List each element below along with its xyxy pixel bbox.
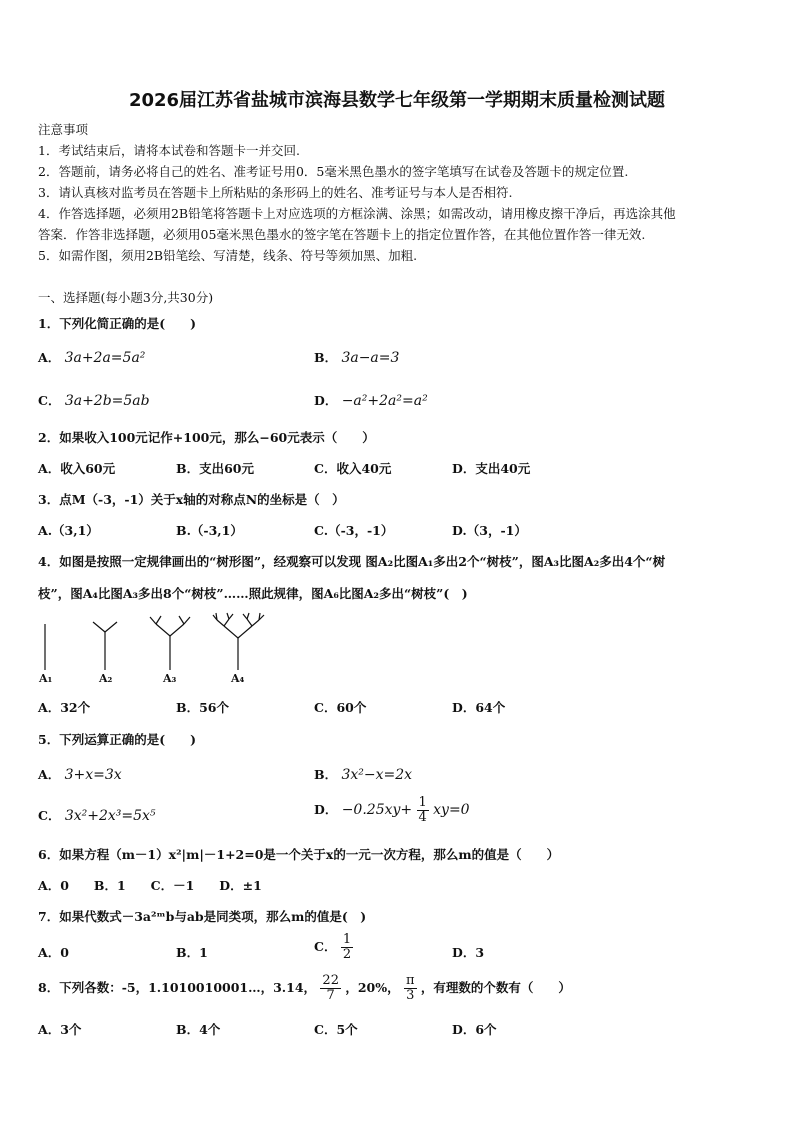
tree-figures xyxy=(30,610,290,680)
q2-option-b[interactable]: B．支出60元 xyxy=(176,461,254,476)
q8-fraction-pi-3 xyxy=(404,974,417,1003)
q8-option-c[interactable]: C．5个 xyxy=(314,1022,358,1037)
q4-option-d[interactable]: D．64个 xyxy=(452,700,506,715)
q7-option-c-numerator: 1 xyxy=(342,932,352,947)
tree-label-a3: A₃ xyxy=(163,672,177,685)
tree-a3-branch-left xyxy=(156,624,170,636)
q5-option-d-label: D． xyxy=(314,802,338,817)
notes-heading: 注意事项 xyxy=(38,122,89,137)
question-7-stem: 7．如果代数式－3a²ᵐb与ab是同类项，那么m的值是( ) xyxy=(38,909,367,924)
q1-option-c-label: C． xyxy=(38,393,61,408)
tree-a4-leaf-4 xyxy=(229,614,233,619)
question-3-stem: 3．点M（-3，-1）关于x轴的对称点N的坐标是（ ） xyxy=(38,492,345,507)
q8-option-d[interactable]: D．6个 xyxy=(452,1022,497,1037)
q5-option-a-text: 3+x=3x xyxy=(64,767,122,783)
tree-a3-twig-2 xyxy=(156,616,161,624)
tree-a4-leaf-5 xyxy=(243,614,247,619)
q8-option-a[interactable]: A．3个 xyxy=(38,1022,82,1037)
q1-option-d-text: −a²+2a²=a² xyxy=(341,393,428,409)
tree-a4-branch-right xyxy=(238,626,252,638)
tree-a4-twig-3 xyxy=(247,619,252,626)
q5-option-a[interactable] xyxy=(38,765,122,783)
q3-option-a[interactable]: A.（3,1） xyxy=(38,523,99,538)
q5-option-b-text: 3x²−x=2x xyxy=(341,767,413,783)
q7-option-c[interactable] xyxy=(314,933,353,962)
note-2: 2．答题前，请务必将自己的姓名、准考证号用0．5毫米黑色墨水的签字笔填写在试卷及答题卡的规定位置. xyxy=(38,164,629,179)
q5-option-c-label: C． xyxy=(38,808,61,823)
tree-a4-twig-2 xyxy=(224,619,229,626)
q8-fraction-1-numerator: 22 xyxy=(322,973,339,988)
question-6-stem: 6．如果方程（m－1）x²|m|－1+2=0是一个关于x的一元一次方程，那么m的值是（ ） xyxy=(38,847,560,862)
q8-stem-pre: 8．下列各数：-5，1.1010010001…，3.14， xyxy=(38,980,317,995)
q6-options[interactable]: A．0 B．1 C．－1 D．±1 xyxy=(38,878,262,893)
q4-option-c[interactable]: C．60个 xyxy=(314,700,367,715)
tree-a4-leaf-6 xyxy=(247,613,249,619)
q1-option-c[interactable] xyxy=(38,391,150,409)
question-8-stem xyxy=(38,974,571,1003)
tree-label-a4: A₄ xyxy=(231,672,245,685)
question-2-stem: 2．如果收入100元记作+100元，那么−60元表示（ ） xyxy=(38,430,375,445)
q5-option-d-post: xy=0 xyxy=(433,802,470,818)
q8-stem-post: ，有理数的个数有（ ） xyxy=(420,980,571,995)
q3-option-b[interactable]: B.（-3,1） xyxy=(176,523,243,538)
q5-option-c-text: 3x²+2x³=5x⁵ xyxy=(64,808,156,824)
q1-option-c-text: 3a+2b=5ab xyxy=(64,393,150,409)
question-1-stem: 1．下列化简正确的是( ) xyxy=(38,316,197,331)
q5-option-a-label: A． xyxy=(38,767,61,782)
q5-option-c[interactable] xyxy=(38,806,156,824)
section-heading: 一、选择题(每小题3分,共30分) xyxy=(38,290,214,305)
note-1: 1．考试结束后，请将本试卷和答题卡一并交回. xyxy=(38,143,300,158)
q3-option-c[interactable]: C.（-3，-1） xyxy=(314,523,394,538)
question-4-stem-line-1: 4．如图是按照一定规律画出的“树形图”，经观察可以发现 图A₂比图A₁多出2个“树枝”，图A₃比图A₂多出4个“树 xyxy=(38,554,666,569)
q5-option-d-denominator: 4 xyxy=(418,810,427,825)
q7-option-a[interactable]: A．0 xyxy=(38,945,69,960)
tree-a2-branch-right xyxy=(105,622,117,632)
page-title: 2026届江苏省盐城市滨海县数学七年级第一学期期末质量检测试题 xyxy=(128,90,666,111)
q4-option-b[interactable]: B．56个 xyxy=(176,700,229,715)
tree-a3-twig-4 xyxy=(184,617,190,624)
q5-option-d[interactable] xyxy=(314,796,470,825)
q7-option-b[interactable]: B．1 xyxy=(176,945,208,960)
q1-option-b[interactable] xyxy=(314,348,399,366)
q2-option-a[interactable]: A．收入60元 xyxy=(38,461,116,476)
q2-option-c[interactable]: C．收入40元 xyxy=(314,461,392,476)
q1-option-a[interactable] xyxy=(38,348,145,366)
q5-option-d-fraction xyxy=(417,796,429,825)
q8-fraction-22-7 xyxy=(320,974,341,1003)
tree-label-a1: A₁ xyxy=(39,672,53,685)
tree-a4-twig-4 xyxy=(252,620,259,626)
q2-option-d[interactable]: D．支出40元 xyxy=(452,461,531,476)
tree-a4-leaf-3 xyxy=(227,613,229,619)
q5-option-d-numerator: 1 xyxy=(418,795,427,810)
q7-option-d[interactable]: D．3 xyxy=(452,945,485,960)
q8-fraction-2-numerator: π xyxy=(405,973,415,988)
q5-option-b[interactable] xyxy=(314,765,412,783)
q3-option-d[interactable]: D.（3，-1） xyxy=(452,523,527,538)
q8-stem-mid: ，20%， xyxy=(345,980,400,995)
note-3: 3．请认真核对监考员在答题卡上所粘贴的条形码上的姓名、准考证号与本人是否相符. xyxy=(38,185,513,200)
q1-option-b-label: B． xyxy=(314,350,338,365)
q4-option-a[interactable]: A．32个 xyxy=(38,700,91,715)
q1-option-d[interactable] xyxy=(314,391,428,409)
question-4-stem-line-2: 枝”，图A₄比图A₃多出8个“树枝”……照此规律，图A₆比图A₂多出“树枝”( ) xyxy=(38,586,468,601)
note-5: 5．如需作图，须用2B铅笔绘、写清楚，线条、符号等须加黑、加粗. xyxy=(38,248,418,263)
q1-option-a-label: A． xyxy=(38,350,61,365)
note-4-line-2: 答案．作答非选择题，必须用05毫米黑色墨水的签字笔在答题卡上的指定位置作答，在其他位置作答一律无效. xyxy=(38,227,646,242)
tree-a3-twig-1 xyxy=(150,617,156,624)
tree-a4-twig-1 xyxy=(217,620,224,626)
tree-a3-branch-right xyxy=(170,624,184,636)
q5-option-d-pre: −0.25xy+ xyxy=(341,802,413,818)
note-4-line-1: 4．作答选择题，必须用2B铅笔将答题卡上对应选项的方框涂满、涂黑；如需改动，请用橡皮擦干净后，再选涂其他 xyxy=(38,206,676,221)
q8-option-b[interactable]: B．4个 xyxy=(176,1022,221,1037)
question-5-stem: 5．下列运算正确的是( ) xyxy=(38,732,197,747)
q1-option-b-text: 3a−a=3 xyxy=(341,350,400,366)
q1-option-d-label: D． xyxy=(314,393,338,408)
q7-option-c-label: C． xyxy=(314,939,337,954)
q8-fraction-2-denominator: 3 xyxy=(406,988,415,1003)
q5-option-b-label: B． xyxy=(314,767,338,782)
tree-a4-branch-left xyxy=(224,626,238,638)
q1-option-a-text: 3a+2a=5a² xyxy=(64,350,146,366)
tree-a2-branch-left xyxy=(93,622,105,632)
q7-option-c-fraction xyxy=(341,933,353,962)
tree-a3-twig-3 xyxy=(179,616,184,624)
q8-fraction-1-denominator: 7 xyxy=(326,988,335,1003)
q7-option-c-denominator: 2 xyxy=(342,947,352,962)
tree-label-a2: A₂ xyxy=(99,672,113,685)
